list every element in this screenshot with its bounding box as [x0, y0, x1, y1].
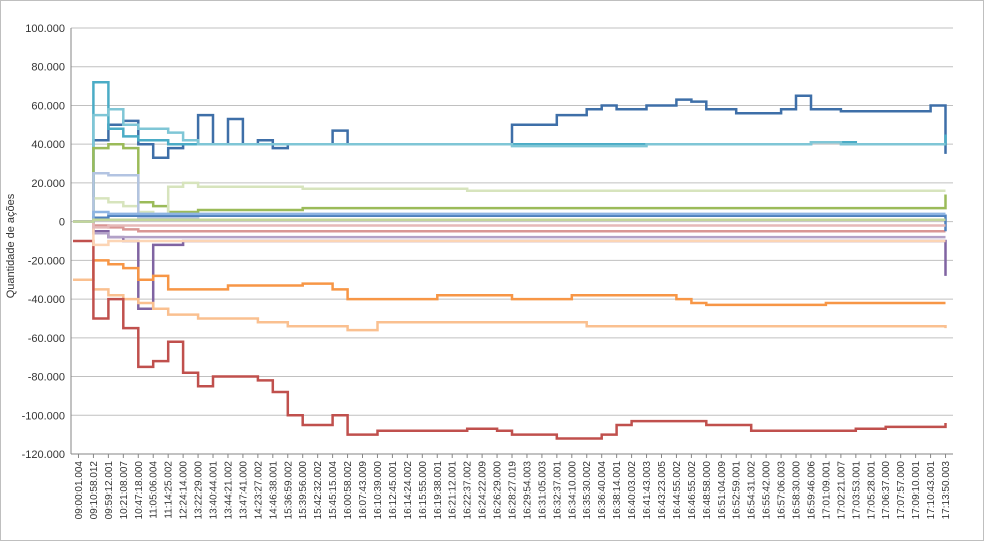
- x-tick-label: 09:59:12.001: [103, 461, 115, 520]
- y-tick-label: -100.000: [21, 410, 65, 423]
- x-tick-label: 12:24:14.000: [178, 461, 190, 520]
- x-tick-label: 16:12:45.001: [387, 461, 399, 520]
- x-tick-label: 10:21:08.007: [118, 461, 130, 520]
- x-tick-label: 14:46:38.001: [268, 461, 280, 520]
- x-tick-label: 16:57:06.003: [776, 461, 788, 520]
- x-tick-label: 16:26:29.000: [492, 461, 504, 520]
- x-tick-label: 09:00:01.004: [74, 461, 85, 520]
- x-tick-label: 11:05:06.004: [148, 461, 160, 519]
- x-tick-label: 16:38:14.001: [612, 461, 624, 520]
- x-tick-label: 15:36:59.002: [283, 461, 295, 520]
- x-tick-label: 16:48:58.000: [701, 461, 713, 520]
- x-tick-label: 17:07:57.000: [896, 461, 908, 520]
- x-tick-label: 16:44:55.002: [671, 461, 683, 520]
- x-tick-label: 15:39:56.000: [298, 461, 310, 520]
- series-line: [73, 109, 946, 221]
- x-tick-label: 16:10:39.000: [373, 461, 384, 520]
- x-tick-label: 10:47:18.000: [133, 461, 145, 520]
- x-tick-label: 16:58:30.000: [791, 461, 803, 520]
- x-tick-label: 17:03:53.001: [851, 461, 863, 520]
- x-tick-label: 16:28:27.019: [507, 461, 519, 520]
- x-tick-label: 16:19:38.001: [432, 461, 444, 520]
- x-tick-label: 16:00:58.002: [343, 461, 355, 520]
- x-tick-label: 17:10:43.001: [926, 461, 938, 520]
- x-tick-label: 16:43:23.005: [657, 461, 668, 520]
- x-tick-label: 13:47:41.000: [238, 461, 250, 520]
- x-tick-label: 17:05:28.001: [866, 461, 878, 520]
- x-tick-label: 17:02:21.007: [836, 461, 848, 520]
- x-tick-label: 16:54:31.002: [746, 461, 758, 520]
- x-tick-label: 14:23:27.002: [253, 461, 265, 520]
- x-tick-label: 16:59:46.006: [806, 461, 818, 520]
- x-tick-label: 15:45:15.004: [328, 461, 340, 520]
- x-tick-label: 16:22:37.002: [462, 461, 474, 520]
- y-tick-label: 80.000: [31, 61, 65, 74]
- x-tick-label: 13:44:21.002: [223, 461, 235, 520]
- x-tick-label: 11:14:25.002: [163, 461, 175, 519]
- x-tick-label: 09:10:58.012: [88, 461, 100, 520]
- x-tick-label: 13:22:29.000: [193, 461, 205, 520]
- x-tick-label: 16:51:04.009: [716, 461, 728, 520]
- series-line: [73, 216, 946, 232]
- y-tick-label: -80.000: [27, 371, 65, 384]
- x-tick-label: 16:15:55.000: [417, 461, 429, 520]
- x-tick-label: 17:13:50.003: [941, 461, 952, 520]
- x-tick-label: 17:06:37.000: [881, 461, 893, 520]
- y-axis-ticks: [22, 23, 65, 461]
- y-tick-label: 20.000: [31, 177, 65, 190]
- line-chart: [1, 1, 983, 540]
- series-line: [73, 241, 946, 439]
- x-tick-label: 13:40:44.001: [208, 461, 220, 520]
- x-tick-label: 17:01:09.001: [821, 461, 833, 520]
- series-line: [73, 222, 946, 228]
- y-tick-label: 60.000: [31, 100, 65, 113]
- x-tick-label: 16:35:30.002: [582, 461, 594, 520]
- y-axis-label: Quantidade de ações: [5, 193, 17, 299]
- x-tick-label: 16:34:10.000: [567, 461, 579, 520]
- series-line: [73, 96, 946, 222]
- x-tick-label: 16:36:40.004: [597, 461, 609, 520]
- x-tick-label: 16:32:37.001: [552, 461, 564, 520]
- y-tick-label: -20.000: [27, 255, 65, 268]
- y-tick-label: -60.000: [27, 332, 65, 345]
- x-tick-label: 16:29:54.003: [522, 461, 534, 520]
- y-tick-label: 100.000: [25, 23, 65, 35]
- x-tick-label: 16:40:03.002: [627, 461, 639, 520]
- series-line: [73, 260, 946, 305]
- series-line: [73, 82, 946, 221]
- x-tick-label: 16:41:43.003: [642, 461, 653, 520]
- x-tick-label: 16:21:12.001: [447, 461, 459, 520]
- x-tick-label: 16:24:22.009: [477, 461, 489, 520]
- x-tick-label: 17:09:10.001: [911, 461, 923, 520]
- x-tick-label: 16:07:43.009: [358, 461, 369, 520]
- x-tick-label: 16:52:59.001: [731, 461, 743, 520]
- y-tick-label: -120.000: [21, 449, 65, 461]
- x-axis-ticks: [74, 454, 952, 519]
- x-tick-label: 16:46:55.002: [686, 461, 698, 520]
- y-tick-label: -40.000: [27, 294, 65, 307]
- x-tick-label: 16:31:05.003: [537, 461, 549, 520]
- x-tick-label: 15:42:32.002: [313, 461, 325, 520]
- x-tick-label: 16:55:42.000: [761, 461, 773, 520]
- y-tick-label: 40.000: [31, 139, 65, 152]
- x-tick-label: 16:14:24.002: [402, 461, 414, 520]
- series-line: [73, 222, 946, 238]
- y-tick-label: 0: [58, 216, 65, 229]
